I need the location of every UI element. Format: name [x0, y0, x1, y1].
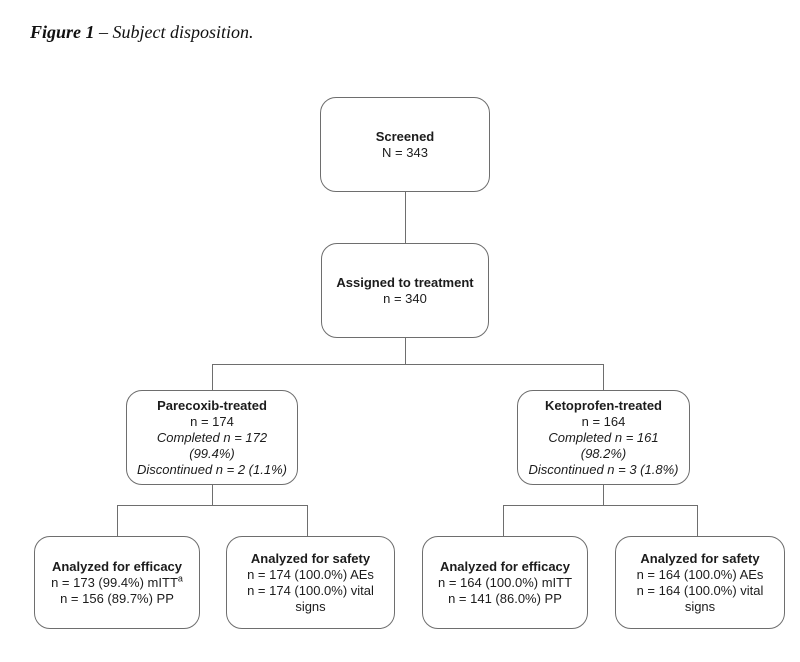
node-parecoxib-safety-title: Analyzed for safety [250, 550, 371, 566]
node-parecoxib-safety-vitals: n = 174 (100.0%) vital signs [247, 582, 374, 614]
connector-drop-ketoprofen [603, 364, 604, 390]
node-parecoxib-safety-aes: n = 174 (100.0%) AEs [247, 566, 374, 582]
connector-ketoprofen-split [503, 505, 698, 506]
node-parecoxib-efficacy-mitt [51, 575, 183, 591]
connector-drop-parecoxib-efficacy [117, 505, 118, 536]
node-parecoxib-safety [226, 536, 395, 629]
node-ketoprofen-efficacy-pp: n = 141 (86.0%) PP [448, 590, 562, 606]
figure-label: Figure 1 [30, 22, 95, 42]
connector-screened-assigned [405, 192, 406, 243]
node-screened [320, 97, 490, 192]
node-ketoprofen [517, 390, 690, 485]
node-ketoprofen-discontinued: Discontinued n = 3 (1.8%) [528, 461, 679, 477]
node-parecoxib-efficacy [34, 536, 200, 629]
figure-caption-text: – Subject disposition. [94, 22, 254, 42]
node-assigned [321, 243, 489, 338]
node-ketoprofen-safety-vitals: n = 164 (100.0%) vital signs [636, 582, 764, 614]
node-parecoxib-efficacy-title: Analyzed for efficacy [51, 558, 183, 574]
node-parecoxib-completed: Completed n = 172 (99.4%) [156, 429, 268, 461]
node-ketoprofen-efficacy [422, 536, 588, 629]
node-ketoprofen-efficacy-mitt: n = 164 (100.0%) mITT [437, 574, 573, 590]
node-parecoxib-count: n = 174 [190, 413, 234, 429]
node-ketoprofen-title: Ketoprofen-treated [544, 397, 662, 413]
node-assigned-title: Assigned to treatment [336, 274, 474, 290]
node-ketoprofen-count: n = 164 [581, 413, 626, 429]
node-parecoxib [126, 390, 298, 485]
node-screened-title: Screened [375, 128, 435, 144]
connector-parecoxib-split [117, 505, 308, 506]
connector-drop-ketoprofen-efficacy [503, 505, 504, 536]
connector-assigned-stem [405, 338, 406, 365]
node-ketoprofen-safety-title: Analyzed for safety [640, 550, 760, 566]
connector-drop-parecoxib [212, 364, 213, 390]
node-screened-count: N = 343 [382, 144, 428, 160]
node-ketoprofen-efficacy-title: Analyzed for efficacy [439, 558, 571, 574]
connector-ketoprofen-stem [603, 485, 604, 506]
connector-drop-ketoprofen-safety [697, 505, 698, 536]
connector-drop-parecoxib-safety [307, 505, 308, 536]
node-parecoxib-discontinued: Discontinued n = 2 (1.1%) [137, 461, 287, 477]
footnote-marker: a [177, 573, 183, 584]
node-assigned-count: n = 340 [383, 290, 427, 306]
connector-parecoxib-stem [212, 485, 213, 506]
node-ketoprofen-safety [615, 536, 785, 629]
figure-caption [30, 22, 254, 43]
node-parecoxib-efficacy-pp: n = 156 (89.7%) PP [60, 590, 174, 606]
node-parecoxib-title: Parecoxib-treated [157, 397, 267, 413]
connector-treatment-split [212, 364, 604, 365]
mitt-count-text: n = 173 (99.4%) mITT [51, 574, 178, 590]
node-ketoprofen-safety-aes: n = 164 (100.0%) AEs [636, 566, 764, 582]
node-ketoprofen-completed: Completed n = 161 (98.2%) [548, 429, 659, 461]
